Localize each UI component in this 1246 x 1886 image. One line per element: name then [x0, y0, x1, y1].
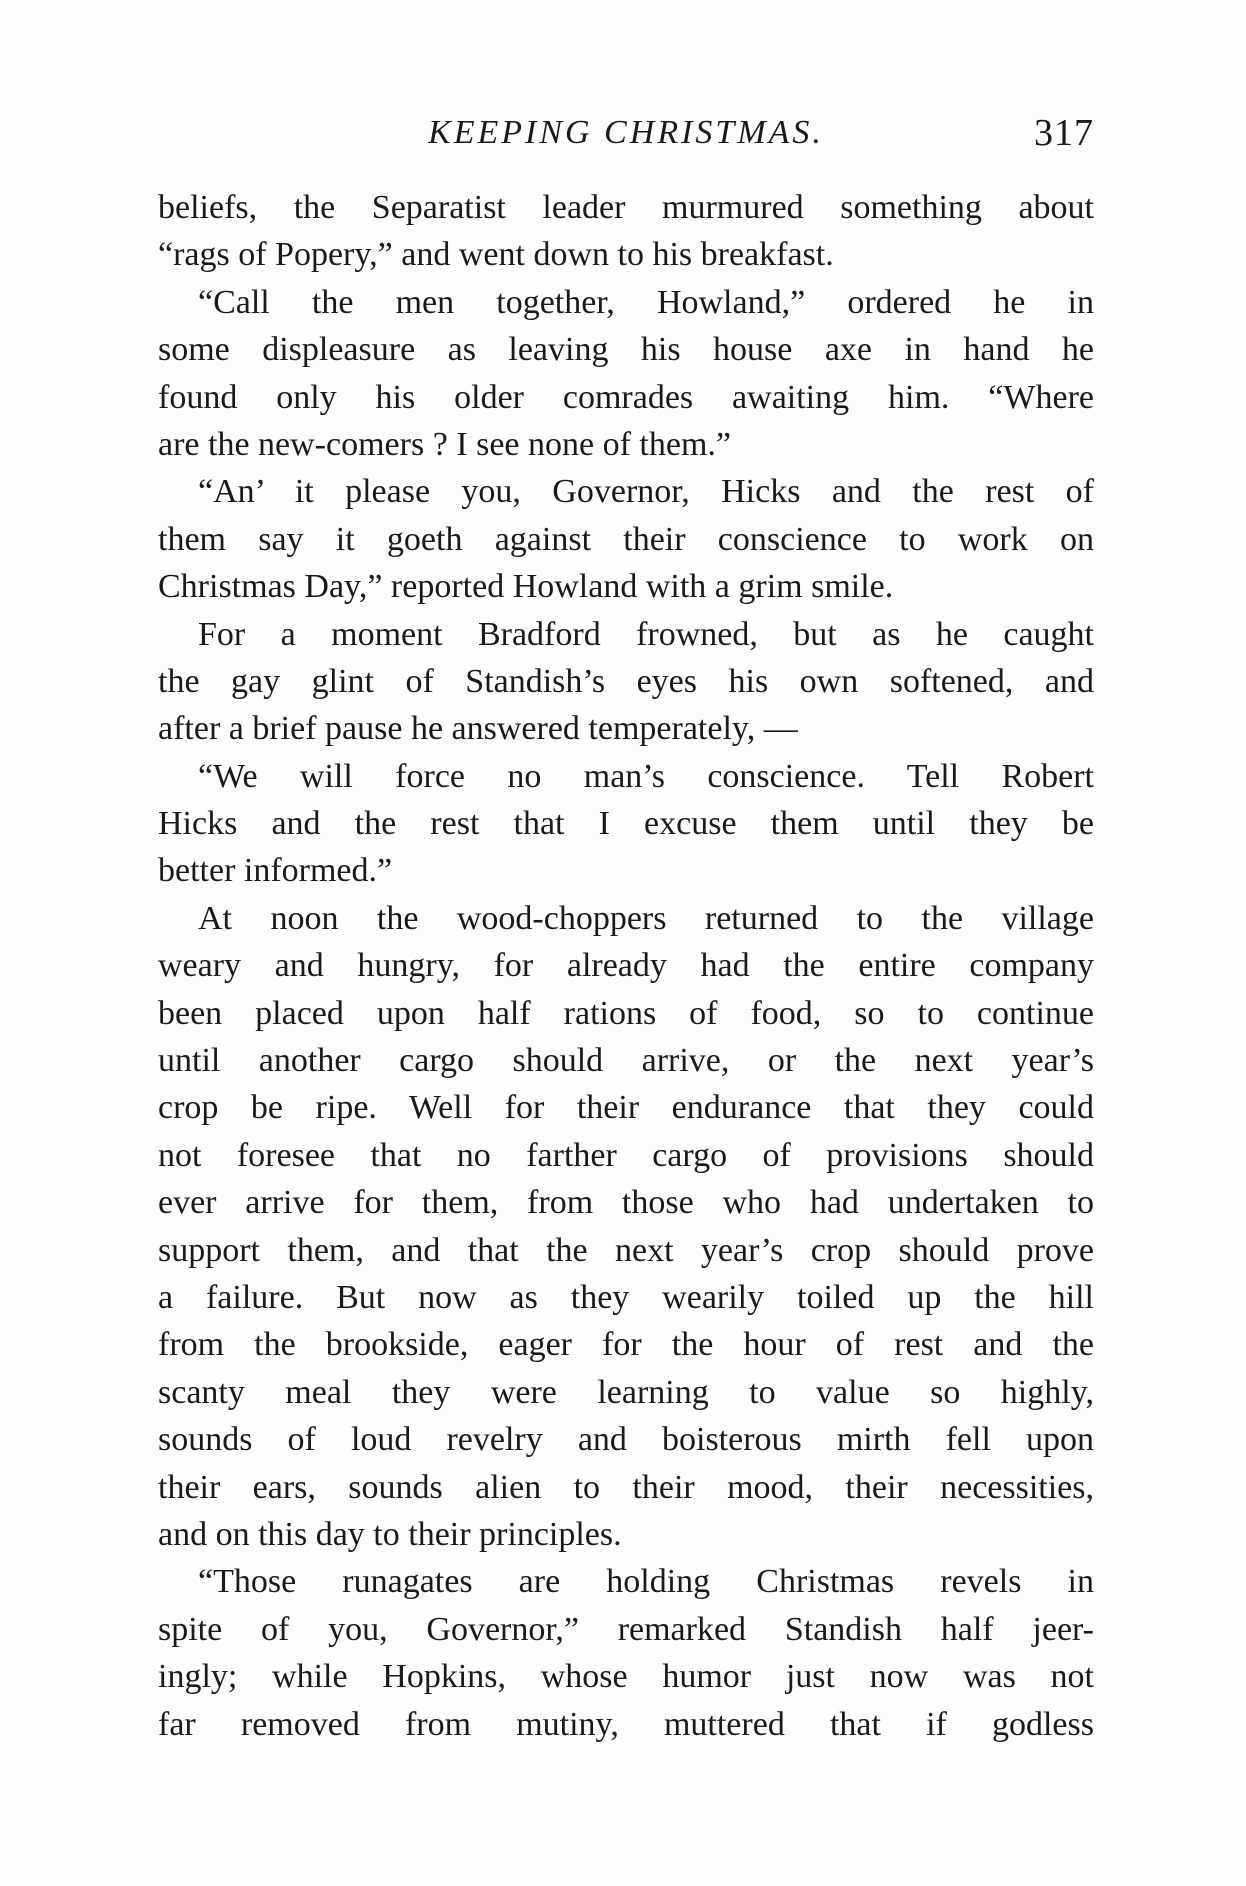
text-line: found only his older comrades awaiting him. “Where	[158, 378, 1094, 416]
text-line: from the brookside, eager for the hour of rest and the	[158, 1326, 1094, 1364]
text-line: “We will force no man’s conscience. Tell Robert	[198, 757, 1094, 795]
page-number: 317	[1034, 112, 1094, 154]
text-line: been placed upon half rations of food, so to continue	[158, 994, 1094, 1032]
text-line: ingly; while Hopkins, whose humor just now was not	[158, 1658, 1094, 1696]
text-line: “rags of Popery,” and went down to his breakfast.	[158, 236, 834, 274]
text-line: them say it goeth against their conscience to work on	[158, 520, 1094, 558]
text-line: Hicks and the rest that I excuse them until they be	[158, 805, 1094, 843]
running-head	[158, 108, 1094, 158]
text-line: At noon the wood-choppers returned to the village	[198, 899, 1094, 937]
text-line: ever arrive for them, from those who had undertaken to	[158, 1184, 1094, 1222]
text-line: beliefs, the Separatist leader murmured something about	[158, 189, 1094, 226]
body-text	[158, 184, 1094, 1748]
text-line: crop be ripe. Well for their endurance that they could	[158, 1089, 1094, 1127]
text-line: until another cargo should arrive, or the next year’s	[158, 1042, 1094, 1080]
text-line: “Those runagates are holding Christmas revels in	[198, 1563, 1094, 1601]
text-line: far removed from mutiny, muttered that if godless	[158, 1705, 1094, 1743]
text-line: scanty meal they were learning to value so highly,	[158, 1373, 1094, 1411]
text-line: not foresee that no farther cargo of provisions should	[158, 1136, 1094, 1174]
text-line: some displeasure as leaving his house axe in hand he	[158, 331, 1094, 369]
text-line: the gay glint of Standish’s eyes his own softened, and	[158, 662, 1094, 700]
running-title: KEEPING CHRISTMAS.	[428, 114, 824, 151]
text-line: their ears, sounds alien to their mood, their necessities,	[158, 1468, 1094, 1506]
text-line: spite of you, Governor,” remarked Standish half jeer-	[158, 1610, 1094, 1648]
text-line: “An’ it please you, Governor, Hicks and the rest of	[198, 473, 1094, 511]
text-line: “Call the men together, Howland,” ordered he in	[198, 283, 1094, 321]
text-line: support them, and that the next year’s crop should prove	[158, 1231, 1094, 1269]
text-line: are the new-comers ? I see none of them.”	[158, 425, 732, 463]
text-line: better informed.”	[158, 852, 393, 890]
text-line: and on this day to their principles.	[158, 1515, 622, 1553]
text-line: For a moment Bradford frowned, but as he caught	[198, 615, 1094, 653]
text-line: sounds of loud revelry and boisterous mirth fell upon	[158, 1421, 1094, 1459]
text-line: weary and hungry, for already had the entire company	[158, 947, 1094, 985]
text-line: Christmas Day,” reported Howland with a grim smile.	[158, 568, 894, 606]
text-line: a failure. But now as they wearily toiled up the hill	[158, 1278, 1094, 1316]
text-line: after a brief pause he answered temperately, —	[158, 710, 798, 748]
